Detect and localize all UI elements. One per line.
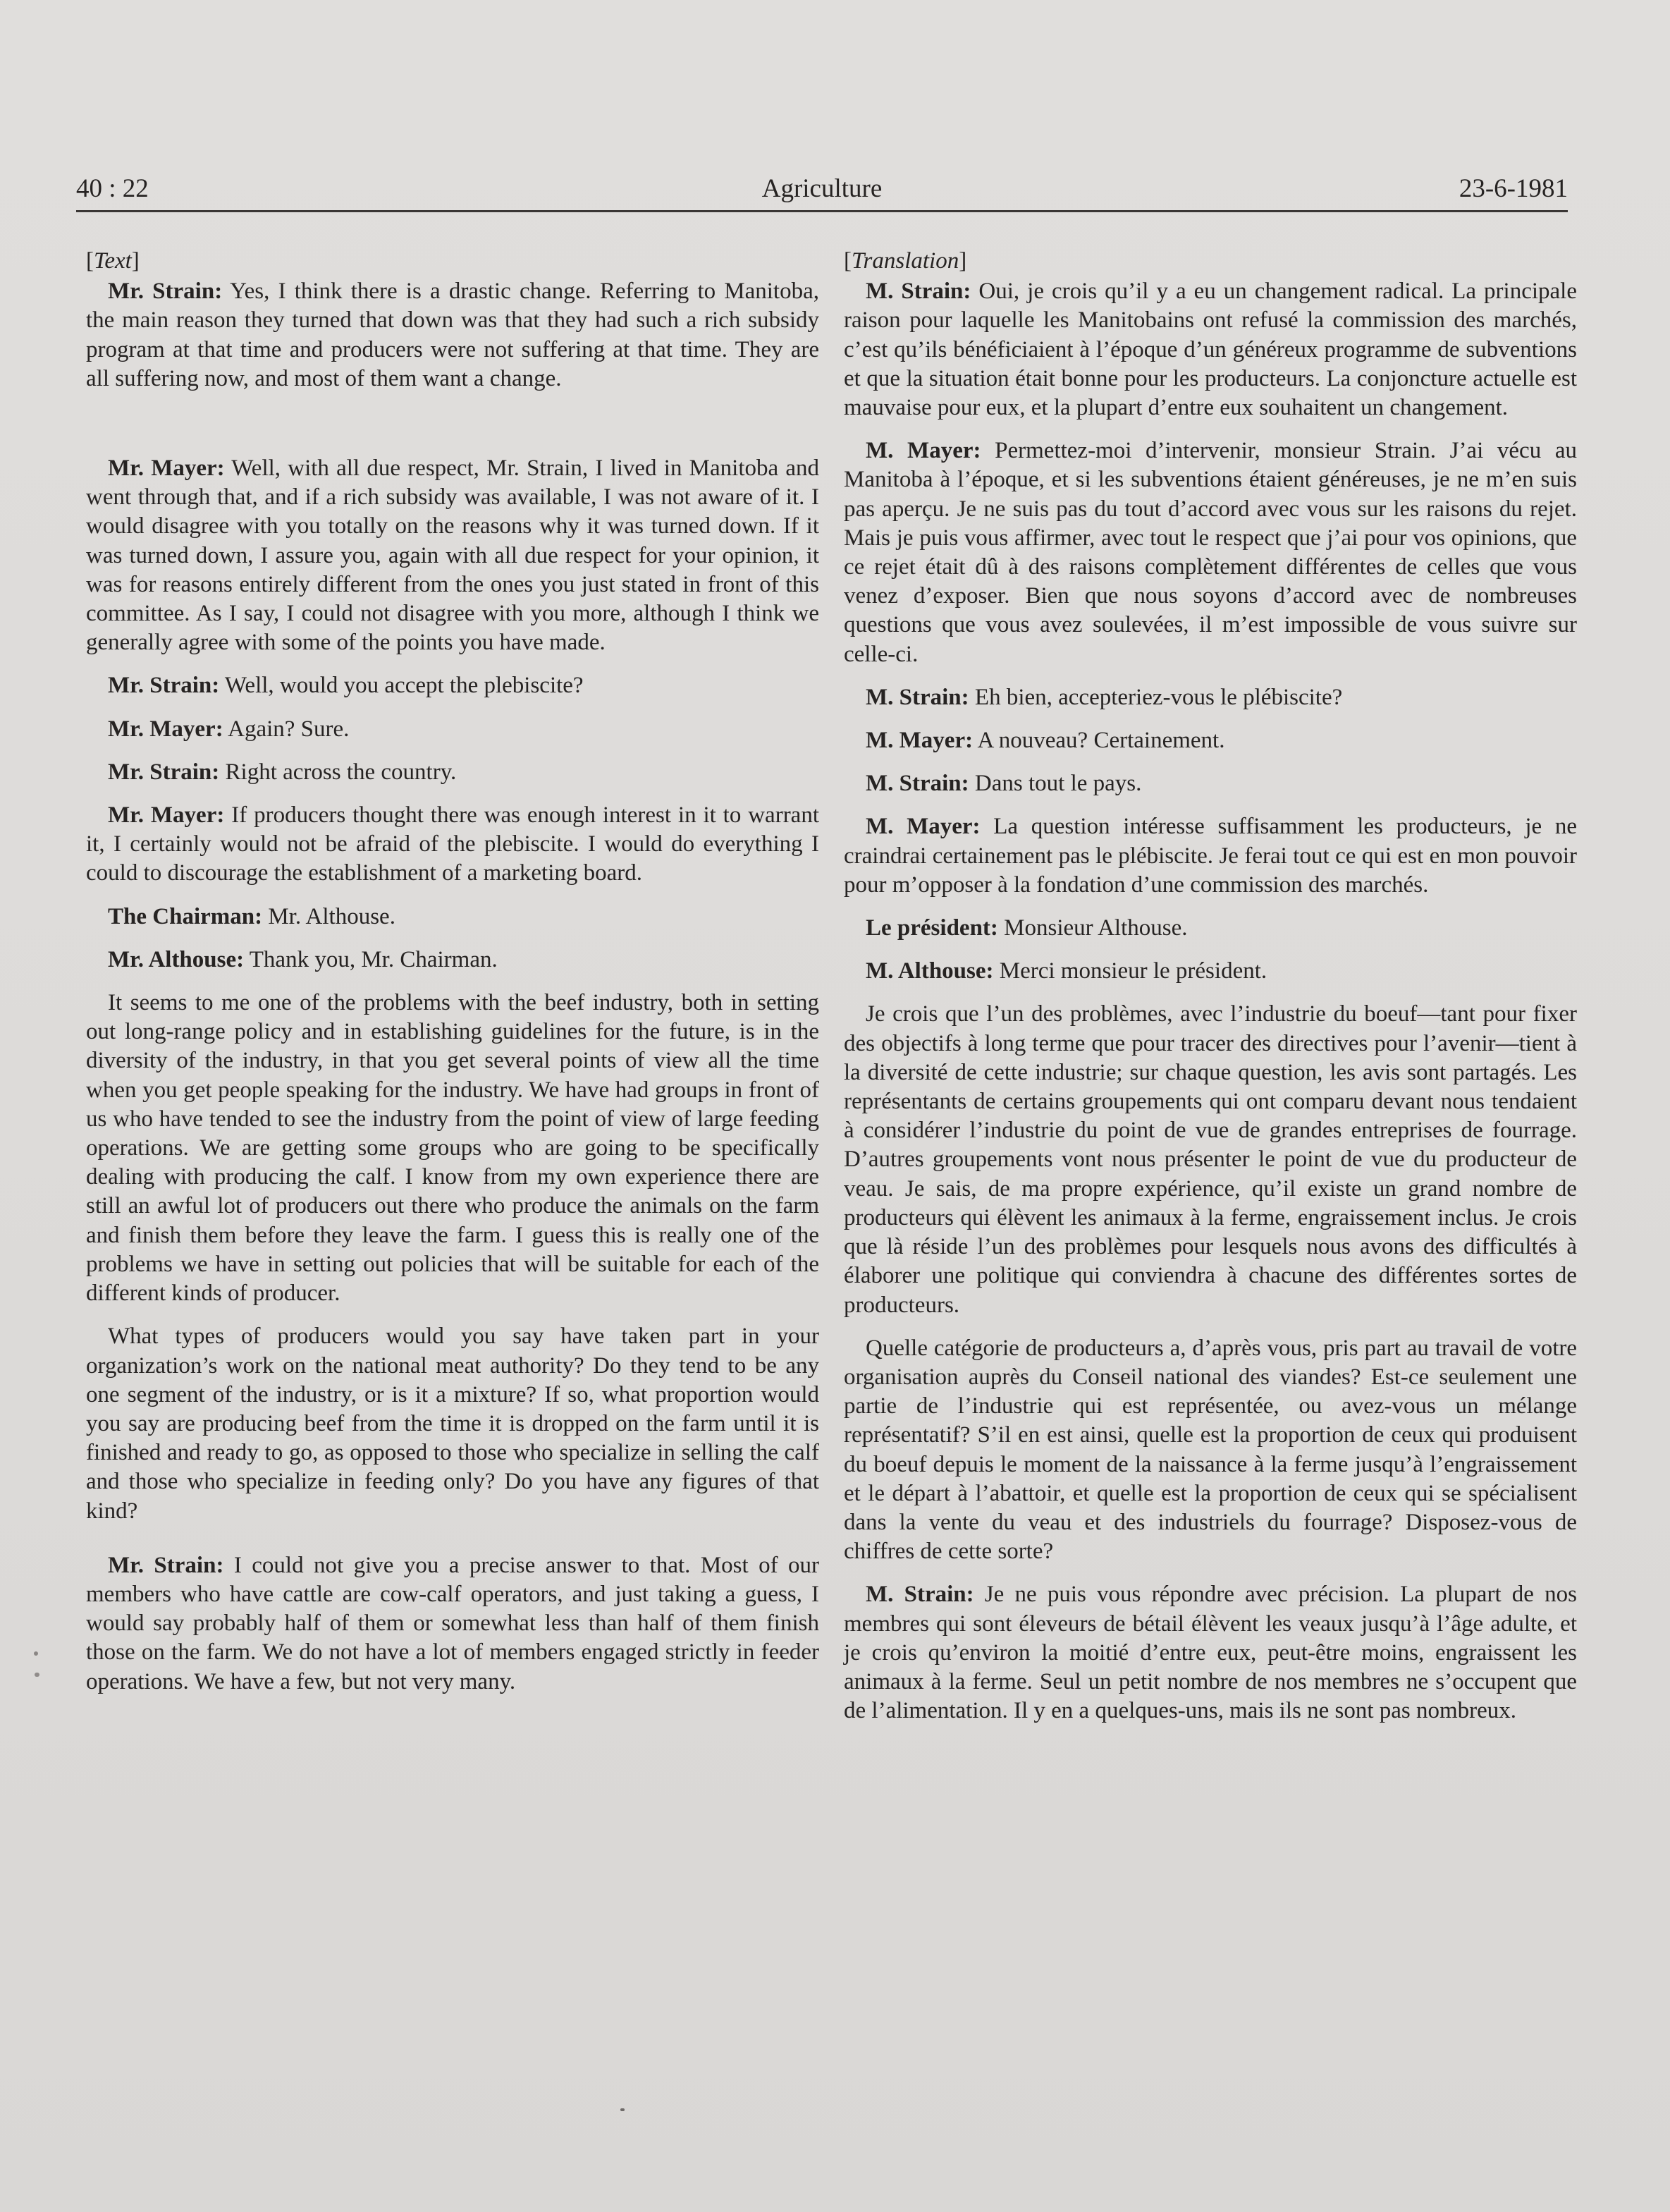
paragraph [86, 946, 819, 974]
language-tag: [Text] [86, 248, 140, 274]
paragraph [86, 1551, 819, 1697]
paragraph-text: Oui, je crois qu’il y a eu un changement radical. La principale raison pour laquelle les Manitobains ont refusé la commission des marchés, c’est qu’ils bénéficiaient à l’époque d’un généreux programme de subventions et que la situation était bonne pour les producteurs. La conjoncture actuelle est mauvaise pour eux, et la plupart d’entre eux souhaitent un changement. [844, 279, 1577, 421]
speaker-name: Mr. Mayer: [108, 716, 223, 742]
speaker-name: M. Althouse: [866, 958, 994, 984]
paragraph [86, 801, 819, 888]
paragraph: Je crois que l’un des problèmes, avec l’industrie du boeuf—tant pour fixer des objectifs à long terme que pour tracer des directives pour l’avenir—tient à la diversité de cette industrie; sur chaque question, les avis sont partagés. Les représentants de certains groupements qui ont comparu devant nous tendaient à considérer l’industrie du point de vue de grandes entreprises de fourrage. D’autres groupements vont nous présenter le point de vue du producteur de veau. Je sais, de ma propre expérience, qu’il existe un grand nombre de producteurs qui élèvent les animaux à la ferme, engraissement inclus. Je crois que là réside l’un des problèmes pour lesquels nous avons des difficultés à élaborer une politique qui conviendra à chacune des différentes sortes de producteurs. [844, 1001, 1577, 1318]
paragraph-text: Monsieur Althouse. [997, 915, 1188, 941]
paragraph-text: Merci monsieur le président. [993, 958, 1267, 984]
paragraph [844, 914, 1577, 943]
paragraph-text: I could not give you a precise answer to that. Most of our members who have cattle are cow-calf operators, and just taking a guess, I would say probably half of them or somewhat less than half of them finish those on the farm. We do not have a lot of members engaged strictly in feeder operations. We have a few, but not very many. [86, 1552, 819, 1694]
paragraph [844, 1580, 1577, 1725]
speaker-name: Mr. Strain: [108, 673, 220, 699]
speaker-name: M. Strain: [866, 771, 969, 797]
speaker-name: M. Mayer: [866, 814, 981, 840]
speaker-name: Mr. Strain: [108, 1552, 224, 1578]
paragraph [844, 683, 1577, 712]
header-rule [76, 210, 1568, 212]
paragraph-text: Yes, I think there is a drastic change. Referring to Manitoba, the main reason they turned that down was that they had such a rich subsidy program at that time and producers were not suffering at that time. They are all suffering now, and most of them want a change. [86, 279, 819, 391]
paragraph [844, 769, 1577, 798]
french-column [844, 247, 1577, 2122]
language-tag-label: Text [94, 248, 132, 274]
paragraph-text: La question intéresse suffisamment les producteurs, je ne craindrai certainement pas le plébiscite. Je ferai tout ce qui est en mon pouvoir pour m’opposer à la fondation d’une commission des marchés. [844, 814, 1577, 898]
english-column [86, 247, 819, 2122]
sitting-date: 23-6-1981 [1459, 174, 1568, 203]
speaker-name: Mr. Mayer: [108, 802, 225, 829]
paragraph: Quelle catégorie de producteurs a, d’après vous, pris part au travail de votre organisation auprès du Conseil national des viandes? Est-ce seulement une partie de l’industrie qui est représentée, ou avez-vous un mélange représentatif? S’il en est ainsi, quelle est la proportion de ceux qui produisent du boeuf depuis le moment de la naissance à la ferme jusqu’à l’engraissement et le départ à l’abattoir, et quelle est la proportion de ceux qui se spécialisent dans la vente du veau et des industriels du fourrage? Disposez-vous de chiffres de cette sorte? [844, 1335, 1577, 1565]
paragraph [86, 903, 819, 931]
paragraph [844, 812, 1577, 900]
page-number: 40 : 22 [76, 174, 149, 203]
paragraph: What types of producers would you say have taken part in your organization’s work on the national meat authority? Do they tend to be any one segment of the industry, or is it a mixture? If so, what proportion would you say are producing beef from the time it is dropped on the farm until it is finished and ready to go, as opposed to those who specialize in selling the calf and those who specialize in feeding only? Do you have any figures of that kind? [86, 1324, 819, 1524]
paper-speck [34, 1651, 38, 1656]
paragraph: It seems to me one of the problems with the beef industry, both in setting out long-range policy and in establishing guidelines for the future, is in the diversity of the industry, in that you get several points of view all the time when you get people speaking for the industry. We have had groups in front of us who have tended to see the industry from the point of view of large feeding operations. We are getting some groups who are going to be specifically dealing with producing the calf. I know from my own experience there are still an awful lot of producers out there who produce the animals on the farm and finish them before they leave the farm. I guess this is really one of the problems we have in setting out policies that will be suitable for each of the different kinds of producer. [86, 990, 819, 1307]
paragraph-text: Well, with all due respect, Mr. Strain, I lived in Manitoba and went through that, and if a rich subsidy was available, I was not aware of it. I would disagree with you totally on the reasons why it was turned down. If it was turned down, I assure you, again with all due respect for your opinion, it was for reasons entirely different from the ones you just stated in front of this committee. As I say, I could not disagree with you more, although I think we generally agree with some of the points you have made. [86, 456, 819, 656]
language-tag-label: Translation [852, 248, 959, 274]
paragraph-text: Thank you, Mr. Chairman. [244, 946, 498, 972]
paragraph-text: A nouveau? Certainement. [973, 728, 1225, 754]
paragraph-text: Well, would you accept the plebiscite? [219, 673, 584, 699]
speaker-name: M. Strain: [866, 684, 969, 710]
paper-speck [620, 2108, 625, 2111]
paragraph [844, 277, 1577, 422]
paragraph [844, 957, 1577, 986]
paragraph-text: Dans tout le pays. [969, 771, 1142, 797]
language-tag: [Translation] [844, 248, 967, 274]
paragraph-text: If producers thought there was enough interest in it to warrant it, I certainly would not be afraid of the plebiscite. I would do everything I could to discourage the establishment of a marketing board. [86, 802, 819, 886]
speaker-name: Mr. Althouse: [108, 946, 245, 972]
speaker-name: M. Mayer: [866, 438, 981, 464]
speaker-name: Mr. Strain: [108, 279, 223, 305]
paragraph-text: Permettez-moi d’intervenir, monsieur Strain. J’ai vécu au Manitoba à l’époque, et si les subventions étaient généreuses, je ne m’en suis pas aperçu. Je ne suis pas du tout d’accord avec vous sur les raisons du rejet. Mais je puis vous affirmer, avec tout le respect que j’ai pour vos opinions, que ce rejet était dû à des raisons complètement différentes de celles que vous venez d’exposer. Bien que nous soyons d’accord avec de nombreuses questions que vous avez soulevées, il m’est impossible de vous suivre sur celle-ci. [844, 438, 1578, 667]
speaker-name: Le président: [866, 915, 998, 941]
paragraph [844, 436, 1577, 669]
running-header [76, 171, 1568, 214]
speaker-name: Mr. Mayer: [108, 456, 225, 482]
paragraph-text: Again? Sure. [223, 716, 350, 742]
speaker-name: M. Mayer: [866, 728, 974, 754]
paragraph-text: Je ne puis vous répondre avec précision. La plupart de nos membres qui sont éleveurs de bétail élèvent les veaux jusqu’à l’âge adulte, et je crois qu’environ la moitié d’entre eux, peut-être moins, engraissent les animaux à la ferme. Seul un petit nombre de nos membres ne s’occupent que de l’alimentation. Il y en a quelques-uns, mais ils ne sont pas nombreux. [844, 1582, 1577, 1724]
paragraph [86, 277, 819, 393]
speaker-name: Mr. Strain: [108, 759, 220, 785]
paragraph-text: Right across the country. [219, 759, 457, 785]
paragraph [86, 758, 819, 787]
paragraph-text: Mr. Althouse. [262, 903, 395, 929]
paragraph [86, 671, 819, 700]
speaker-name: M. Strain: [866, 279, 971, 305]
speaker-name: M. Strain: [866, 1582, 974, 1608]
speaker-name: The Chairman: [108, 903, 263, 929]
paragraph [844, 726, 1577, 755]
paper-speck [35, 1673, 39, 1677]
paragraph [86, 454, 819, 657]
paragraph-text: Eh bien, accepteriez-vous le plébiscite? [969, 684, 1343, 710]
publication-title: Agriculture [761, 174, 883, 203]
paragraph [86, 715, 819, 744]
